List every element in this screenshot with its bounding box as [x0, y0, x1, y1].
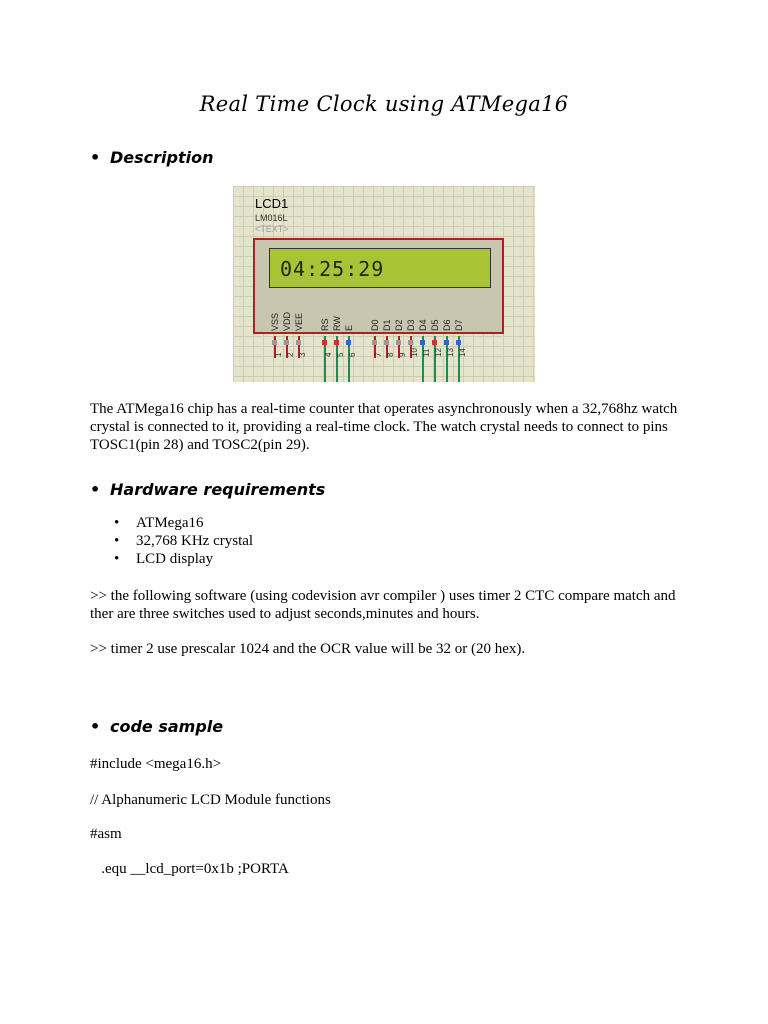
pin-number: 3: [298, 352, 307, 357]
pin-marker: [322, 340, 327, 345]
description-heading-label: Description: [110, 148, 214, 167]
pin-marker: [420, 340, 425, 345]
pin-number: 11: [422, 348, 431, 357]
pin-label: E: [344, 324, 354, 331]
pin-marker: [384, 340, 389, 345]
pin-marker: [334, 340, 339, 345]
pin-marker: [284, 340, 289, 345]
code-heading-label: code sample: [110, 717, 224, 736]
pin-label: VSS: [270, 312, 280, 331]
pin-marker: [272, 340, 277, 345]
lcd-name: LCD1: [255, 196, 289, 211]
code-heading: [90, 717, 223, 736]
description-paragraph: The ATMega16 chip has a real-time counter that operates asynchronously when a 32,768hz watch crystal is connected to it, providing a real-time clock. The watch crystal needs to connect to pins TOSC1(pin 28) and TOSC2(pin 29).: [90, 401, 678, 453]
pin-marker: [372, 340, 377, 345]
lcd-model: LM016L: [255, 213, 288, 223]
pin-number: 13: [446, 348, 455, 357]
pin-number: 9: [398, 352, 407, 357]
pin-number: 14: [458, 348, 467, 357]
pin-marker: [456, 340, 461, 345]
pin-number: 1: [274, 352, 283, 357]
pin-label: D4: [418, 319, 428, 331]
lcd-figure: [233, 186, 535, 382]
pin-label: D0: [370, 319, 380, 331]
pin-marker: [432, 340, 437, 345]
pin-label: D7: [454, 319, 464, 331]
pin-number: 4: [324, 352, 333, 357]
pin-marker: [408, 340, 413, 345]
pin-label: D6: [442, 319, 452, 331]
hardware-heading: [90, 480, 325, 499]
pin-number: 7: [374, 352, 383, 357]
code-line: .equ __lcd_port=0x1b ;PORTA: [90, 861, 289, 877]
list-item: • LCD display: [90, 550, 253, 568]
pin-number: 12: [434, 348, 443, 357]
pin-label: VDD: [282, 311, 292, 331]
pin-number: 2: [286, 352, 295, 357]
lcd-pins: [233, 186, 535, 382]
bullet-icon: •: [90, 480, 101, 499]
pin-label: D5: [430, 319, 440, 331]
pin-marker: [296, 340, 301, 345]
pin-number: 6: [348, 352, 357, 357]
software-note: >> the following software (using codevision avr compiler ) uses timer 2 CTC compare match and ther are three switches used to adjust seconds,minutes and hours.: [90, 588, 676, 622]
code-line: // Alphanumeric LCD Module functions: [90, 792, 331, 808]
pin-marker: [444, 340, 449, 345]
lcd-text-tag: <TEXT>: [255, 224, 289, 234]
list-item: • ATMega16: [90, 514, 253, 532]
code-line: #include <mega16.h>: [90, 756, 222, 772]
pin-number: 5: [336, 352, 345, 357]
lcd-time-display: 04:25:29: [280, 257, 385, 281]
page-title: Real Time Clock using ATMega16: [199, 92, 569, 116]
pin-number: 10: [410, 348, 419, 357]
hardware-list: [90, 514, 253, 568]
pin-marker: [396, 340, 401, 345]
timer-note: >> timer 2 use prescalar 1024 and the OCR value will be 32 or (20 hex).: [90, 641, 526, 657]
hardware-heading-label: Hardware requirements: [110, 480, 326, 499]
description-heading: [90, 148, 213, 167]
pin-marker: [346, 340, 351, 345]
pin-label: RS: [320, 318, 330, 331]
bullet-icon: •: [90, 717, 101, 736]
pin-label: D3: [406, 319, 416, 331]
code-line: #asm: [90, 826, 122, 842]
list-item: • 32,768 KHz crystal: [90, 532, 253, 550]
bullet-icon: •: [90, 148, 101, 167]
pin-label: RW: [332, 316, 342, 331]
pin-label: VEE: [294, 312, 304, 331]
pin-label: D2: [394, 319, 404, 331]
pin-number: 8: [386, 352, 395, 357]
pin-label: D1: [382, 319, 392, 331]
